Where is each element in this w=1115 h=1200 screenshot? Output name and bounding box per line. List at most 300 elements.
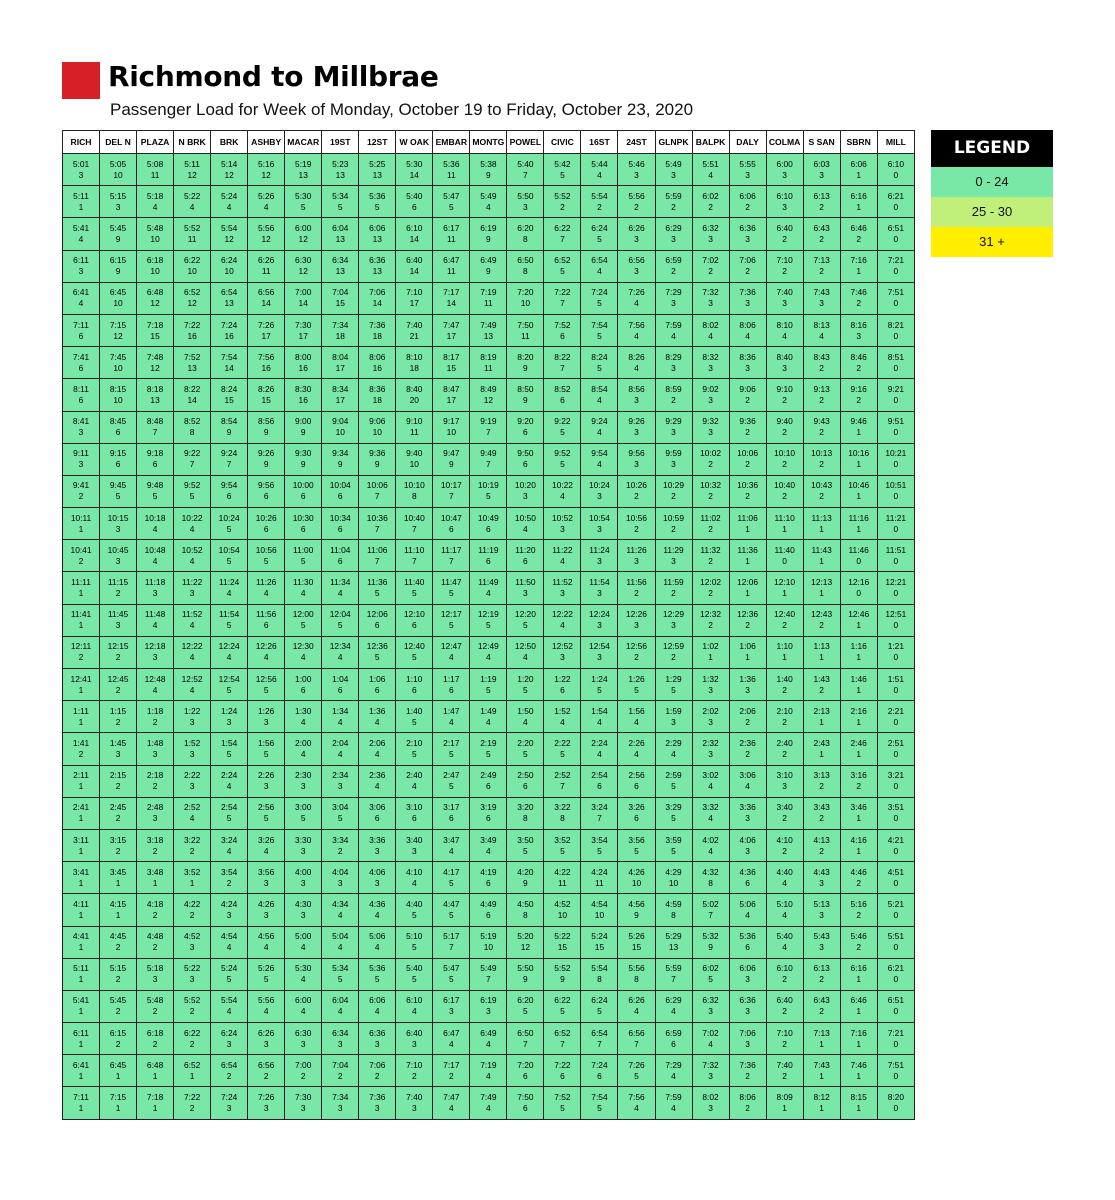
- passenger-load: 2: [745, 201, 750, 212]
- departure-time: 12:15: [107, 641, 129, 652]
- departure-time: 1:13: [813, 641, 830, 652]
- passenger-load: 4: [448, 1038, 454, 1049]
- departure-time: 4:21: [887, 834, 904, 845]
- passenger-load: 2: [782, 1006, 787, 1017]
- departure-time: 10:20: [514, 480, 536, 491]
- passenger-load: 5: [337, 201, 343, 212]
- load-cell: [470, 990, 507, 1022]
- passenger-load: 2: [782, 620, 787, 631]
- passenger-load: 7: [411, 523, 417, 534]
- departure-time: 8:45: [109, 416, 127, 427]
- departure-time: 2:15: [109, 770, 127, 781]
- passenger-load: 7: [152, 427, 158, 438]
- departure-time: 2:00: [295, 737, 312, 748]
- load-cell: [174, 990, 211, 1022]
- load-cell: [803, 862, 840, 894]
- departure-time: 6:40: [776, 995, 793, 1006]
- passenger-load: 6: [486, 555, 491, 566]
- load-cell: [396, 154, 433, 186]
- departure-time: 3:40: [406, 834, 423, 845]
- load-cell: [63, 508, 100, 540]
- departure-time: 5:06: [739, 898, 756, 909]
- load-cell: [285, 990, 322, 1022]
- passenger-load: 2: [745, 1103, 750, 1114]
- load-cell: [692, 894, 729, 926]
- passenger-load: 0: [893, 1103, 899, 1114]
- trip-row: [63, 347, 915, 379]
- passenger-load: 5: [597, 233, 602, 244]
- departure-time: 10:48: [144, 544, 166, 555]
- passenger-load: 12: [520, 942, 531, 953]
- departure-time: 4:49: [480, 898, 497, 909]
- passenger-load: 1: [78, 813, 84, 824]
- departure-time: 9:30: [295, 448, 312, 459]
- passenger-load: 8: [523, 233, 528, 244]
- departure-time: 5:24: [591, 931, 608, 942]
- load-cell: [877, 1087, 914, 1119]
- load-cell: [877, 572, 914, 604]
- station-header: POWEL: [507, 131, 544, 154]
- passenger-load: 4: [226, 942, 232, 953]
- load-cell: [544, 475, 581, 507]
- departure-time: 6:06: [369, 222, 386, 233]
- passenger-load: 2: [115, 813, 121, 824]
- passenger-load: 4: [634, 1006, 639, 1017]
- passenger-load: 4: [300, 974, 306, 985]
- load-cell: [544, 862, 581, 894]
- load-cell: [359, 829, 396, 861]
- departure-time: 9:41: [72, 480, 90, 491]
- passenger-load: 2: [708, 266, 713, 277]
- passenger-load: 15: [594, 942, 605, 953]
- passenger-load: 4: [597, 266, 602, 277]
- load-cell: [174, 1055, 211, 1087]
- passenger-load: 3: [745, 845, 750, 856]
- load-cell: [285, 1023, 322, 1055]
- passenger-load: 5: [486, 684, 491, 695]
- departure-time: 9:26: [628, 416, 645, 427]
- departure-time: 11:10: [774, 512, 795, 523]
- passenger-load: 13: [187, 362, 197, 373]
- passenger-load: 2: [782, 491, 787, 502]
- departure-time: 4:52: [554, 898, 571, 909]
- load-cell: [581, 314, 618, 346]
- departure-time: 3:40: [776, 802, 793, 813]
- departure-time: 9:59: [665, 448, 682, 459]
- departure-time: 10:26: [255, 512, 277, 523]
- load-cell: [433, 604, 470, 636]
- departure-time: 11:29: [663, 544, 684, 555]
- load-cell: [248, 829, 285, 861]
- passenger-load: 2: [708, 201, 713, 212]
- departure-time: 1:40: [406, 705, 423, 716]
- passenger-load: 2: [152, 909, 158, 920]
- load-cell: [729, 540, 766, 572]
- departure-time: 5:06: [369, 931, 386, 942]
- passenger-load: 20: [409, 394, 419, 405]
- departure-time: 4:10: [406, 866, 423, 877]
- passenger-load: 2: [78, 652, 84, 663]
- load-cell: [692, 347, 729, 379]
- passenger-load: 3: [597, 491, 602, 502]
- departure-time: 9:43: [813, 416, 830, 427]
- load-cell: [840, 508, 877, 540]
- passenger-load: 5: [448, 781, 454, 792]
- departure-time: 7:18: [146, 1092, 164, 1103]
- departure-time: 2:40: [406, 770, 423, 781]
- load-cell: [63, 1087, 100, 1119]
- departure-time: 7:56: [628, 319, 645, 330]
- load-cell: [322, 604, 359, 636]
- departure-time: 5:56: [258, 222, 275, 233]
- passenger-load: 5: [263, 748, 269, 759]
- departure-time: 10:45: [107, 544, 129, 555]
- passenger-load: 2: [189, 845, 195, 856]
- passenger-load: 4: [263, 652, 269, 663]
- departure-time: 5:34: [332, 963, 349, 974]
- passenger-load: 0: [893, 298, 899, 309]
- passenger-load: 2: [856, 909, 861, 920]
- departure-time: 12:10: [403, 609, 425, 620]
- passenger-load: 4: [263, 588, 269, 599]
- departure-time: 5:54: [591, 963, 608, 974]
- passenger-load: 5: [597, 298, 602, 309]
- load-cell: [655, 636, 692, 668]
- load-cell: [581, 411, 618, 443]
- load-cell: [655, 250, 692, 282]
- passenger-load: 12: [298, 266, 308, 277]
- load-cell: [433, 540, 470, 572]
- passenger-load: 7: [374, 555, 380, 566]
- departure-time: 2:24: [220, 770, 238, 781]
- departure-time: 11:34: [330, 577, 351, 588]
- passenger-load: 5: [597, 330, 602, 341]
- departure-time: 12:51: [885, 609, 907, 620]
- passenger-load: 4: [263, 1006, 269, 1017]
- passenger-load: 9: [523, 394, 528, 405]
- load-cell: [507, 1023, 544, 1055]
- passenger-load: 0: [893, 233, 899, 244]
- load-cell: [248, 540, 285, 572]
- departure-time: 8:10: [776, 319, 793, 330]
- departure-time: 2:22: [183, 770, 201, 781]
- departure-time: 6:26: [258, 255, 275, 266]
- departure-time: 5:52: [554, 963, 571, 974]
- departure-time: 2:32: [702, 737, 719, 748]
- load-cell: [63, 669, 100, 701]
- departure-time: 7:43: [813, 1059, 830, 1070]
- departure-time: 12:04: [329, 609, 351, 620]
- departure-time: 10:46: [848, 480, 870, 491]
- passenger-load: 12: [187, 298, 197, 309]
- load-cell: [359, 636, 396, 668]
- load-cell: [396, 926, 433, 958]
- departure-time: 12:24: [218, 641, 240, 652]
- departure-time: 6:22: [183, 1027, 201, 1038]
- load-cell: [544, 797, 581, 829]
- passenger-load: 1: [745, 555, 750, 566]
- load-cell: [803, 508, 840, 540]
- departure-time: 11:40: [774, 544, 795, 555]
- departure-time: 4:30: [295, 898, 312, 909]
- passenger-load: 2: [634, 523, 639, 534]
- passenger-load: 4: [708, 845, 713, 856]
- departure-time: 11:30: [293, 577, 314, 588]
- load-cell: [618, 733, 655, 765]
- passenger-load: 3: [819, 909, 824, 920]
- departure-time: 2:29: [665, 737, 682, 748]
- passenger-load: 15: [631, 942, 642, 953]
- load-cell: [174, 154, 211, 186]
- passenger-load: 3: [560, 588, 565, 599]
- load-cell: [433, 250, 470, 282]
- load-cell: [655, 797, 692, 829]
- passenger-load: 6: [448, 523, 454, 534]
- departure-time: 6:59: [665, 255, 682, 266]
- departure-time: 5:52: [183, 222, 201, 233]
- departure-time: 3:30: [295, 834, 312, 845]
- passenger-load: 3: [708, 1006, 713, 1017]
- load-cell: [544, 314, 581, 346]
- departure-time: 5:46: [628, 158, 645, 169]
- departure-time: 6:19: [480, 995, 497, 1006]
- load-cell: [507, 314, 544, 346]
- departure-time: 1:45: [109, 737, 127, 748]
- load-cell: [803, 894, 840, 926]
- departure-time: 4:51: [887, 866, 904, 877]
- passenger-load: 2: [189, 1038, 195, 1049]
- load-cell: [359, 990, 396, 1022]
- load-cell: [655, 604, 692, 636]
- load-cell: [396, 765, 433, 797]
- departure-time: 4:45: [109, 931, 127, 942]
- load-cell: [322, 733, 359, 765]
- departure-time: 5:40: [406, 190, 423, 201]
- departure-time: 5:23: [332, 158, 349, 169]
- departure-time: 1:48: [146, 737, 164, 748]
- passenger-load: 2: [856, 362, 861, 373]
- load-cell: [285, 733, 322, 765]
- load-cell: [174, 1087, 211, 1119]
- departure-time: 10:11: [70, 512, 92, 523]
- load-cell: [433, 636, 470, 668]
- departure-time: 10:52: [181, 544, 203, 555]
- load-cell: [655, 958, 692, 990]
- departure-time: 7:34: [332, 319, 349, 330]
- departure-time: 6:11: [73, 255, 89, 266]
- departure-time: 1:10: [776, 641, 793, 652]
- load-cell: [766, 475, 803, 507]
- load-cell: [729, 411, 766, 443]
- passenger-load: 7: [523, 1038, 528, 1049]
- departure-time: 8:11: [73, 383, 89, 394]
- departure-time: 5:32: [702, 931, 719, 942]
- passenger-load: 13: [335, 266, 345, 277]
- departure-time: 2:59: [665, 770, 682, 781]
- departure-time: 2:46: [850, 737, 867, 748]
- departure-time: 12:56: [626, 641, 647, 652]
- departure-time: 3:52: [554, 834, 571, 845]
- departure-time: 6:34: [332, 255, 349, 266]
- load-cell: [174, 765, 211, 797]
- passenger-load: 4: [597, 748, 602, 759]
- departure-time: 3:13: [813, 770, 830, 781]
- departure-time: 3:34: [332, 834, 349, 845]
- load-cell: [581, 733, 618, 765]
- passenger-load: 3: [226, 1103, 232, 1114]
- departure-time: 5:49: [480, 190, 497, 201]
- load-cell: [692, 829, 729, 861]
- departure-time: 2:16: [850, 705, 867, 716]
- passenger-load: 9: [300, 427, 306, 438]
- load-cell: [507, 733, 544, 765]
- passenger-load: 1: [856, 716, 861, 727]
- passenger-load: 1: [78, 1006, 84, 1017]
- passenger-load: 4: [226, 781, 232, 792]
- departure-time: 3:51: [887, 802, 904, 813]
- departure-time: 1:24: [591, 673, 608, 684]
- passenger-load: 8: [189, 427, 195, 438]
- load-cell: [618, 347, 655, 379]
- departure-time: 5:54: [591, 190, 608, 201]
- load-cell: [581, 508, 618, 540]
- load-cell: [655, 894, 692, 926]
- passenger-load: 5: [115, 491, 121, 502]
- passenger-load: 0: [893, 169, 899, 180]
- load-cell: [211, 733, 248, 765]
- load-cell: [618, 508, 655, 540]
- departure-time: 5:10: [776, 898, 793, 909]
- load-cell: [211, 926, 248, 958]
- departure-time: 4:54: [220, 931, 238, 942]
- passenger-load: 5: [448, 877, 454, 888]
- passenger-load: 5: [448, 748, 454, 759]
- passenger-load: 12: [150, 298, 160, 309]
- departure-time: 11:16: [848, 512, 869, 523]
- departure-time: 7:52: [183, 351, 201, 362]
- departure-time: 1:06: [739, 641, 756, 652]
- departure-time: 8:43: [813, 351, 830, 362]
- passenger-load: 0: [893, 427, 899, 438]
- passenger-load: 10: [631, 877, 642, 888]
- trip-row: [63, 797, 915, 829]
- departure-time: 11:04: [330, 544, 351, 555]
- load-cell: [507, 765, 544, 797]
- load-cell: [803, 314, 840, 346]
- passenger-load: 1: [78, 523, 84, 534]
- passenger-load: 10: [150, 233, 160, 244]
- load-cell: [137, 862, 174, 894]
- load-cell: [63, 218, 100, 250]
- departure-time: 5:44: [591, 158, 608, 169]
- passenger-load: 3: [634, 427, 639, 438]
- passenger-load: 1: [856, 620, 861, 631]
- departure-time: 3:54: [220, 866, 238, 877]
- load-cell: [470, 154, 507, 186]
- load-cell: [692, 250, 729, 282]
- load-cell: [729, 765, 766, 797]
- passenger-load: 1: [856, 652, 861, 663]
- passenger-load: 5: [411, 652, 417, 663]
- departure-time: 5:36: [739, 931, 756, 942]
- passenger-load: 2: [671, 491, 676, 502]
- departure-time: 11:18: [144, 577, 166, 588]
- passenger-load: 1: [819, 588, 824, 599]
- departure-time: 3:56: [628, 834, 645, 845]
- departure-time: 9:54: [591, 448, 608, 459]
- page-subtitle: Passenger Load for Week of Monday, October 19 to Friday, October 23, 2020: [110, 100, 694, 119]
- passenger-load: 7: [634, 1038, 639, 1049]
- departure-time: 6:17: [443, 995, 460, 1006]
- passenger-load: 14: [409, 266, 419, 277]
- load-cell: [137, 572, 174, 604]
- passenger-load: 5: [337, 974, 343, 985]
- departure-time: 6:13: [813, 190, 830, 201]
- departure-time: 7:29: [665, 1059, 682, 1070]
- passenger-load: 3: [78, 169, 84, 180]
- passenger-load: 4: [708, 781, 713, 792]
- departure-time: 5:56: [628, 190, 645, 201]
- departure-time: 3:49: [480, 834, 497, 845]
- passenger-load: 5: [374, 652, 380, 663]
- passenger-load: 0: [893, 394, 899, 405]
- passenger-load: 4: [634, 330, 639, 341]
- passenger-load: 12: [261, 169, 271, 180]
- departure-time: 12:54: [218, 673, 240, 684]
- load-cell: [248, 765, 285, 797]
- load-cell: [766, 636, 803, 668]
- passenger-load: 21: [409, 330, 419, 341]
- passenger-load: 2: [856, 298, 861, 309]
- load-cell: [211, 314, 248, 346]
- departure-time: 11:41: [70, 609, 92, 620]
- load-cell: [433, 347, 470, 379]
- departure-time: 11:51: [885, 544, 907, 555]
- passenger-load: 3: [708, 716, 713, 727]
- departure-time: 5:40: [406, 963, 423, 974]
- departure-time: 9:56: [258, 480, 275, 491]
- load-cell: [692, 314, 729, 346]
- departure-time: 8:16: [850, 319, 867, 330]
- load-cell: [285, 604, 322, 636]
- departure-time: 5:08: [146, 158, 164, 169]
- passenger-load: 3: [115, 201, 121, 212]
- departure-time: 6:54: [591, 255, 608, 266]
- load-cell: [137, 282, 174, 314]
- load-cell: [766, 314, 803, 346]
- departure-time: 2:52: [554, 770, 571, 781]
- load-cell: [100, 604, 137, 636]
- departure-time: 3:48: [146, 866, 164, 877]
- load-cell: [100, 186, 137, 218]
- load-cell: [655, 379, 692, 411]
- load-cell: [544, 636, 581, 668]
- departure-time: 5:19: [295, 158, 312, 169]
- departure-time: 6:10: [776, 190, 793, 201]
- load-cell: [100, 508, 137, 540]
- passenger-load: 5: [448, 909, 454, 920]
- passenger-load: 9: [486, 266, 491, 277]
- departure-time: 5:52: [554, 190, 571, 201]
- load-cell: [137, 1087, 174, 1119]
- departure-time: 6:24: [591, 222, 608, 233]
- load-cell: [211, 218, 248, 250]
- load-cell: [692, 443, 729, 475]
- trip-rows: [63, 154, 915, 1120]
- load-cell: [803, 829, 840, 861]
- departure-time: 9:13: [813, 383, 830, 394]
- load-cell: [211, 990, 248, 1022]
